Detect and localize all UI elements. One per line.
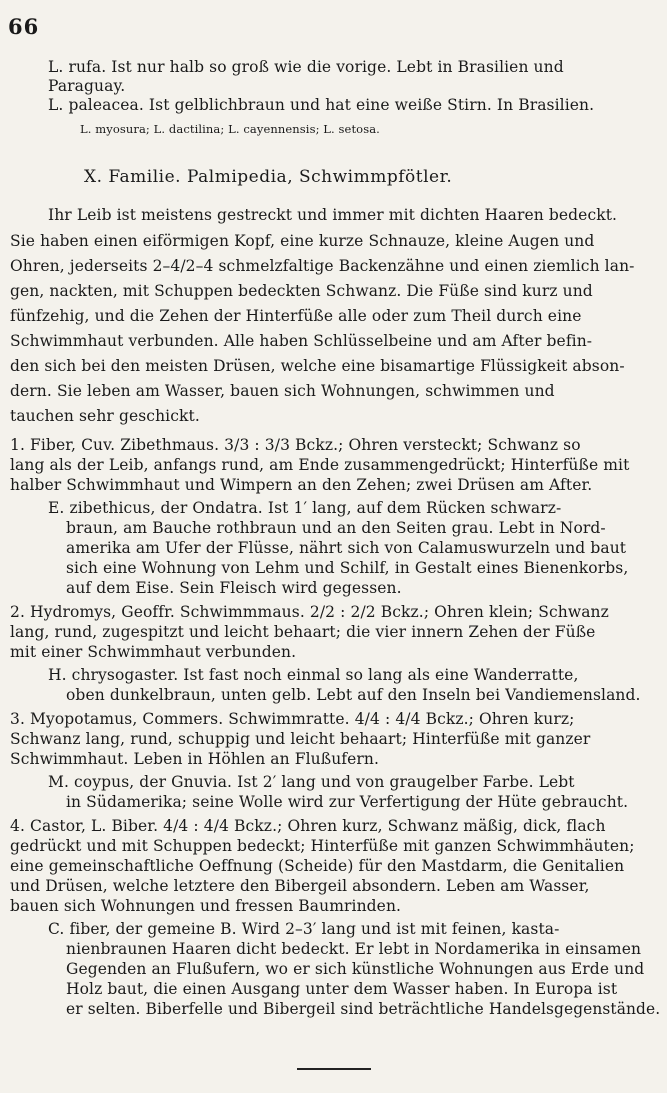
text-line: Ihr Leib ist meistens gestreckt und immer mit dichten Haaren bedeckt. — [48, 206, 618, 224]
text-line: Schwimmhaut. Leben in Höhlen an Flußufern. — [10, 750, 380, 768]
text-line: amerika am Ufer der Flüsse, nährt sich von Calamuswurzeln und baut — [66, 539, 627, 557]
text-line: er selten. Biberfelle und Bibergeil sind beträchtliche Handelsgegenstände. — [66, 1000, 661, 1018]
text-line: in Südamerika; seine Wolle wird zur Verfertigung der Hüte gebraucht. — [66, 793, 629, 811]
text-line: 1. Fiber, Cuv. Zibethmaus. 3/3 : 3/3 Bckz.; Ohren versteckt; Schwanz so — [10, 436, 581, 454]
text-line: Paraguay. — [48, 77, 126, 95]
text-line: tauchen sehr geschickt. — [10, 407, 200, 425]
text-line: L. rufa. Ist nur halb so groß wie die vorige. Lebt in Brasilien und — [48, 58, 564, 76]
text-line: 4. Castor, L. Biber. 4/4 : 4/4 Bckz.; Ohren kurz, Schwanz mäßig, dick, flach — [10, 817, 606, 835]
text-line: lang, rund, zugespitzt und leicht behaart; die vier innern Zehen der Füße — [10, 623, 596, 641]
text-line: eine gemeinschaftliche Oeffnung (Scheide) für den Mastdarm, die Genitalien — [10, 857, 625, 875]
text-line: gedrückt und mit Schuppen bedeckt; Hinterfüße mit ganzen Schwimmhäuten; — [10, 837, 635, 855]
text-line: 2. Hydromys, Geoffr. Schwimmmaus. 2/2 : 2/2 Bckz.; Ohren klein; Schwanz — [10, 603, 609, 621]
text-line: halber Schwimmhaut und Wimpern an den Zehen; zwei Drüsen am After. — [10, 476, 593, 494]
page-number: 66 — [8, 14, 40, 39]
text-line: 3. Myopotamus, Commers. Schwimmratte. 4/4 : 4/4 Bckz.; Ohren kurz; — [10, 710, 575, 728]
text-line: Holz baut, die einen Ausgang unter dem Wasser haben. In Europa ist — [66, 980, 618, 998]
text-line: braun, am Bauche rothbraun und an den Seiten grau. Lebt in Nord- — [66, 519, 606, 537]
text-line: fünfzehig, und die Zehen der Hinterfüße alle oder zum Theil durch eine — [10, 307, 582, 325]
text-line: Sie haben einen eiförmigen Kopf, eine kurze Schnauze, kleine Augen und — [10, 232, 595, 250]
text-line: gen, nackten, mit Schuppen bedeckten Schwanz. Die Füße sind kurz und — [10, 282, 593, 300]
end-rule — [297, 1068, 371, 1070]
text-line: den sich bei den meisten Drüsen, welche eine bisamartige Flüssigkeit abson- — [10, 357, 625, 375]
text-line: lang als der Leib, anfangs rund, am Ende zusammengedrückt; Hinterfüße mit — [10, 456, 630, 474]
text-line: dern. Sie leben am Wasser, bauen sich Wohnungen, schwimmen und — [10, 382, 555, 400]
text-line: E. zibethicus, der Ondatra. Ist 1′ lang, auf dem Rücken schwarz- — [48, 499, 562, 517]
text-line: sich eine Wohnung von Lehm und Schilf, in Gestalt eines Bienenkorbs, — [66, 559, 629, 577]
text-line: X. Familie. Palmipedia, Schwimmpfötler. — [84, 167, 453, 187]
text-line: C. fiber, der gemeine B. Wird 2–3′ lang und ist mit feinen, kasta- — [48, 920, 560, 938]
text-line: und Drüsen, welche letztere den Bibergeil absondern. Leben am Wasser, — [10, 877, 590, 895]
text-line: bauen sich Wohnungen und fressen Baumrinden. — [10, 897, 402, 915]
text-line: Ohren, jederseits 2–4/2–4 schmelzfaltige Backenzähne und einen ziemlich lan- — [10, 257, 635, 275]
text-line: oben dunkelbraun, unten gelb. Lebt auf den Inseln bei Vandiemensland. — [66, 686, 641, 704]
text-line: Schwanz lang, rund, schuppig und leicht behaart; Hinterfüße mit ganzer — [10, 730, 591, 748]
text-line: M. coypus, der Gnuvia. Ist 2′ lang und von graugelber Farbe. Lebt — [48, 773, 575, 791]
text-line: Gegenden an Flußufern, wo er sich künstliche Wohnungen aus Erde und — [66, 960, 645, 978]
text-line: auf dem Eise. Sein Fleisch wird gegessen. — [66, 579, 402, 597]
text-line: Schwimmhaut verbunden. Alle haben Schlüsselbeine und am After befin- — [10, 332, 593, 350]
text-line: L. myosura; L. dactilina; L. cayennensis; L. setosa. — [80, 122, 380, 136]
text-line: mit einer Schwimmhaut verbunden. — [10, 643, 297, 661]
text-line: H. chrysogaster. Ist fast noch einmal so lang als eine Wanderratte, — [48, 666, 579, 684]
text-line: L. paleacea. Ist gelblichbraun und hat eine weiße Stirn. In Brasilien. — [48, 96, 595, 114]
text-line: nienbraunen Haaren dicht bedeckt. Er lebt in Nordamerika in einsamen — [66, 940, 642, 958]
